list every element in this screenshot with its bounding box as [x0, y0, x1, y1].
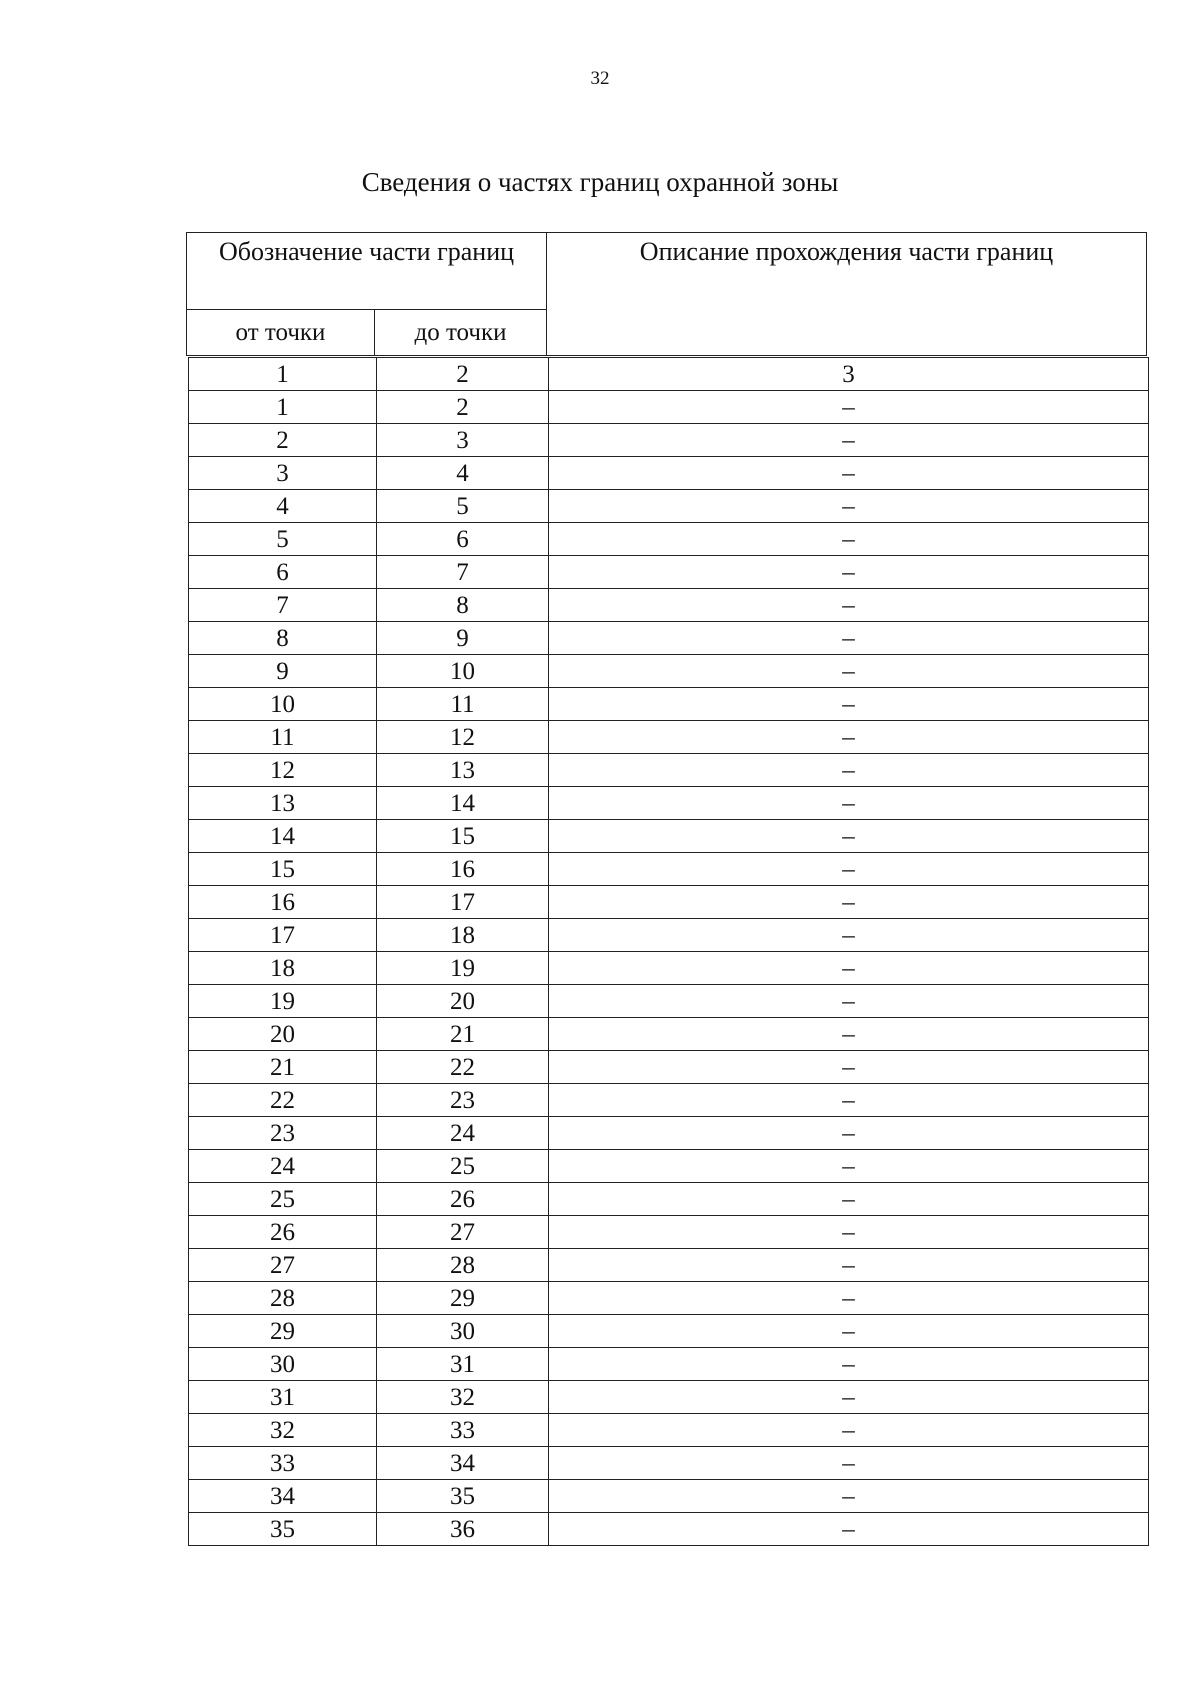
to-point-cell: 35 [377, 1480, 549, 1513]
to-point-cell: 32 [377, 1381, 549, 1414]
description-cell: – [549, 1513, 1149, 1546]
to-point-cell: 12 [377, 721, 549, 754]
to-point-cell: 28 [377, 1249, 549, 1282]
from-point-cell: 35 [189, 1513, 377, 1546]
to-point-cell: 29 [377, 1282, 549, 1315]
table-row [189, 1183, 1149, 1216]
table-row [189, 721, 1149, 754]
to-point-cell: 18 [377, 919, 549, 952]
table-row [189, 1480, 1149, 1513]
description-cell: – [549, 1249, 1149, 1282]
from-point-cell: 7 [189, 589, 377, 622]
table-row [189, 820, 1149, 853]
table-row [189, 1348, 1149, 1381]
from-point-cell: 32 [189, 1414, 377, 1447]
to-point-cell: 3 [377, 424, 549, 457]
to-point-cell: 22 [377, 1051, 549, 1084]
from-point-cell: 26 [189, 1216, 377, 1249]
description-cell: – [549, 1447, 1149, 1480]
description-cell: – [549, 391, 1149, 424]
description-cell: – [549, 886, 1149, 919]
from-point-cell: 2 [189, 424, 377, 457]
description-cell: – [549, 1282, 1149, 1315]
description-cell: – [549, 622, 1149, 655]
description-cell: – [549, 721, 1149, 754]
header-from-point: от точки [187, 310, 375, 356]
to-point-cell: 33 [377, 1414, 549, 1447]
to-point-cell: 21 [377, 1018, 549, 1051]
to-point-cell: 4 [377, 457, 549, 490]
boundary-table-body [188, 357, 1149, 1546]
description-cell: – [549, 1315, 1149, 1348]
from-point-cell: 31 [189, 1381, 377, 1414]
to-point-cell: 26 [377, 1183, 549, 1216]
from-point-cell: 17 [189, 919, 377, 952]
description-cell: – [549, 985, 1149, 1018]
to-point-cell: 2 [377, 391, 549, 424]
table-row [189, 1117, 1149, 1150]
table-row [189, 556, 1149, 589]
from-point-cell: 24 [189, 1150, 377, 1183]
boundary-table-rows [189, 358, 1149, 1546]
from-point-cell: 14 [189, 820, 377, 853]
from-point-cell: 33 [189, 1447, 377, 1480]
column-number-2: 2 [377, 358, 549, 391]
header-designation: Обозначение части границ [187, 233, 547, 310]
from-point-cell: 28 [189, 1282, 377, 1315]
to-point-cell: 9 [377, 622, 549, 655]
description-cell: – [549, 754, 1149, 787]
table-row [189, 1216, 1149, 1249]
table-row [189, 688, 1149, 721]
table-row [189, 1018, 1149, 1051]
to-point-cell: 23 [377, 1084, 549, 1117]
from-point-cell: 22 [189, 1084, 377, 1117]
from-point-cell: 20 [189, 1018, 377, 1051]
table-row [189, 1414, 1149, 1447]
table-row [189, 1051, 1149, 1084]
to-point-cell: 17 [377, 886, 549, 919]
table-row [189, 490, 1149, 523]
table-row [189, 1381, 1149, 1414]
description-cell: – [549, 556, 1149, 589]
column-number-row [189, 358, 1149, 391]
header-description: Описание прохождения части границ [547, 233, 1147, 356]
table-row [189, 952, 1149, 985]
table-row [189, 1084, 1149, 1117]
from-point-cell: 13 [189, 787, 377, 820]
table-row [189, 787, 1149, 820]
from-point-cell: 8 [189, 622, 377, 655]
description-cell: – [549, 1117, 1149, 1150]
to-point-cell: 27 [377, 1216, 549, 1249]
from-point-cell: 10 [189, 688, 377, 721]
from-point-cell: 6 [189, 556, 377, 589]
from-point-cell: 1 [189, 391, 377, 424]
description-cell: – [549, 787, 1149, 820]
table-row [189, 391, 1149, 424]
from-point-cell: 11 [189, 721, 377, 754]
from-point-cell: 27 [189, 1249, 377, 1282]
from-point-cell: 9 [189, 655, 377, 688]
to-point-cell: 34 [377, 1447, 549, 1480]
to-point-cell: 14 [377, 787, 549, 820]
description-cell: – [549, 688, 1149, 721]
description-cell: – [549, 1348, 1149, 1381]
description-cell: – [549, 820, 1149, 853]
to-point-cell: 25 [377, 1150, 549, 1183]
table-row [189, 1513, 1149, 1546]
to-point-cell: 31 [377, 1348, 549, 1381]
from-point-cell: 15 [189, 853, 377, 886]
description-cell: – [549, 919, 1149, 952]
column-number-3: 3 [549, 358, 1149, 391]
from-point-cell: 5 [189, 523, 377, 556]
to-point-cell: 19 [377, 952, 549, 985]
description-cell: – [549, 457, 1149, 490]
description-cell: – [549, 1381, 1149, 1414]
from-point-cell: 21 [189, 1051, 377, 1084]
description-cell: – [549, 1183, 1149, 1216]
from-point-cell: 25 [189, 1183, 377, 1216]
from-point-cell: 16 [189, 886, 377, 919]
table-row [189, 919, 1149, 952]
table-row [189, 589, 1149, 622]
table-row [189, 1150, 1149, 1183]
to-point-cell: 24 [377, 1117, 549, 1150]
to-point-cell: 36 [377, 1513, 549, 1546]
from-point-cell: 12 [189, 754, 377, 787]
document-title: Сведения о частях границ охранной зоны [361, 167, 839, 197]
table-row [189, 523, 1149, 556]
description-cell: – [549, 853, 1149, 886]
description-cell: – [549, 1480, 1149, 1513]
to-point-cell: 5 [377, 490, 549, 523]
description-cell: – [549, 1216, 1149, 1249]
to-point-cell: 15 [377, 820, 549, 853]
description-cell: – [549, 1051, 1149, 1084]
table-row [189, 1249, 1149, 1282]
from-point-cell: 19 [189, 985, 377, 1018]
page-number: 32 [590, 68, 610, 89]
table-row [189, 886, 1149, 919]
table-row [189, 754, 1149, 787]
from-point-cell: 18 [189, 952, 377, 985]
description-cell: – [549, 655, 1149, 688]
to-point-cell: 11 [377, 688, 549, 721]
description-cell: – [549, 1084, 1149, 1117]
to-point-cell: 8 [377, 589, 549, 622]
table-row [189, 622, 1149, 655]
from-point-cell: 34 [189, 1480, 377, 1513]
table-row [189, 424, 1149, 457]
to-point-cell: 6 [377, 523, 549, 556]
from-point-cell: 30 [189, 1348, 377, 1381]
table-row [189, 457, 1149, 490]
table-row [189, 655, 1149, 688]
description-cell: – [549, 1414, 1149, 1447]
to-point-cell: 10 [377, 655, 549, 688]
description-cell: – [549, 1018, 1149, 1051]
description-cell: – [549, 1150, 1149, 1183]
column-number-1: 1 [189, 358, 377, 391]
to-point-cell: 30 [377, 1315, 549, 1348]
description-cell: – [549, 424, 1149, 457]
table-row [189, 1315, 1149, 1348]
to-point-cell: 13 [377, 754, 549, 787]
table-row [189, 985, 1149, 1018]
from-point-cell: 29 [189, 1315, 377, 1348]
table-row [189, 1447, 1149, 1480]
from-point-cell: 23 [189, 1117, 377, 1150]
description-cell: – [549, 490, 1149, 523]
from-point-cell: 3 [189, 457, 377, 490]
table-row [189, 1282, 1149, 1315]
header-to-point: до точки [375, 310, 547, 356]
to-point-cell: 20 [377, 985, 549, 1018]
to-point-cell: 16 [377, 853, 549, 886]
description-cell: – [549, 952, 1149, 985]
table-row [189, 853, 1149, 886]
description-cell: – [549, 523, 1149, 556]
description-cell: – [549, 589, 1149, 622]
boundary-table-header [186, 232, 1147, 356]
from-point-cell: 4 [189, 490, 377, 523]
to-point-cell: 7 [377, 556, 549, 589]
